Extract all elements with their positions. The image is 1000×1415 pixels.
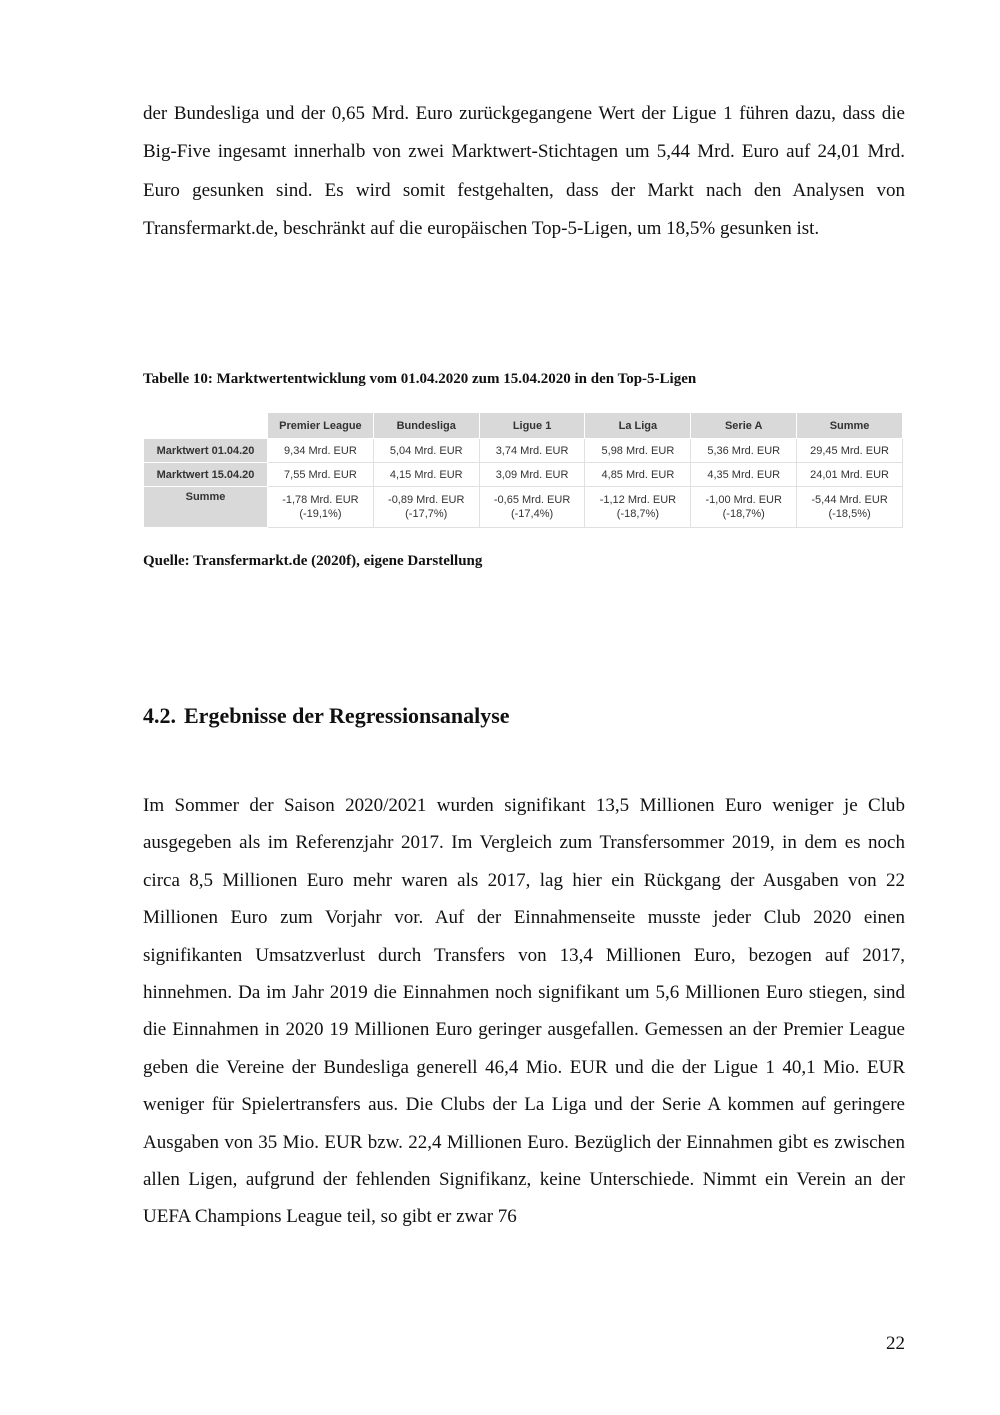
table-cell: 24,01 Mrd. EUR [797, 463, 903, 487]
table-cell [585, 487, 691, 528]
table-cell: 5,98 Mrd. EUR [585, 439, 691, 463]
table-row [144, 463, 903, 487]
table-cell: 29,45 Mrd. EUR [797, 439, 903, 463]
sum-value: -5,44 Mrd. EUR [811, 494, 888, 506]
table-cell [268, 487, 374, 528]
table-cell [797, 487, 903, 528]
intro-paragraph: der Bundesliga und der 0,65 Mrd. Euro zurückgegangene Wert der Ligue 1 führen dazu, dass die Big-Five ingesamt innerhalb von zwei Marktwert-Stichtagen um 5,44 Mrd. Euro auf 24,01 Mrd. Euro gesunken sind. Es wird somit festgehalten, dass der Markt nach den Analysen von Transfermarkt.de, beschränkt auf die europäischen Top-5-Ligen, um 18,5% gesunken ist. [143, 103, 905, 240]
table-row-sum [144, 487, 903, 528]
column-header: Premier League [268, 413, 374, 439]
market-value-table [143, 412, 903, 528]
table-header-row [144, 413, 903, 439]
page-number: 22 [886, 1333, 905, 1354]
table-cell: 7,55 Mrd. EUR [268, 463, 374, 487]
sum-percent: (-18,5%) [828, 508, 871, 520]
sum-value: -1,12 Mrd. EUR [599, 494, 677, 506]
table-cell: 5,04 Mrd. EUR [373, 439, 479, 463]
section-title: Ergebnisse der Regressionsanalyse [184, 703, 510, 728]
section-heading [143, 703, 510, 729]
table-source: Quelle: Transfermarkt.de (2020f), eigene Darstellung [143, 553, 483, 569]
table-corner-cell [144, 413, 268, 439]
sum-percent: (-18,7%) [722, 508, 765, 520]
table-row [144, 439, 903, 463]
body-paragraph: Im Sommer der Saison 2020/2021 wurden signifikant 13,5 Millionen Euro weniger je Club ausgegeben als im Referenzjahr 2017. Im Vergleich zum Transfersommer 2019, in dem es noch circa 8,5 Millionen Euro mehr waren als 2017, lag hier ein Rückgang der Ausgaben von 22 Millionen Euro zum Vorjahr vor. Auf der Einnahmenseite musste jeder Club 2020 einen signifikanten Umsatzverlust durch Transfers von 13,4 Millionen Euro, bezogen auf 2017, hinnehmen. Da im Jahr 2019 die Einnahmen noch signifikant um 5,6 Millionen Euro stiegen, sind die Einnahmen in 2020 19 Millionen Euro geringer ausgefallen. Gemessen an der Premier League geben die Vereine der Bundesliga generell 46,4 Mio. EUR und die der Ligue 1 40,1 Mio. EUR weniger für Spielertransfers aus. Die Clubs der La Liga und der Serie A kommen auf geringere Ausgaben von 35 Mio. EUR bzw. 22,4 Millionen Euro. Bezüglich der Einnahmen gibt es zwischen allen Ligen, aufgrund der fehlenden Signifikanz, keine Unterschiede. Nimmt ein Verein an der UEFA Champions League teil, so gibt er zwar 76 [143, 795, 905, 1228]
table-caption: Tabelle 10: Marktwertentwicklung vom 01.04.2020 zum 15.04.2020 in den Top-5-Ligen [143, 371, 697, 387]
column-header: La Liga [585, 413, 691, 439]
sum-percent: (-19,1%) [299, 508, 342, 520]
table-cell: 4,85 Mrd. EUR [585, 463, 691, 487]
sum-value: -0,65 Mrd. EUR [493, 494, 571, 506]
sum-percent: (-17,4%) [510, 508, 554, 520]
column-header: Bundesliga [373, 413, 479, 439]
column-header: Summe [797, 413, 903, 439]
row-label: Marktwert 15.04.20 [144, 463, 268, 487]
sum-percent: (-18,7%) [616, 508, 659, 520]
sum-value: -1,00 Mrd. EUR [705, 494, 782, 506]
table-cell: 4,15 Mrd. EUR [373, 463, 479, 487]
table-cell [691, 487, 797, 528]
table-cell [373, 487, 479, 528]
row-label: Marktwert 01.04.20 [144, 439, 268, 463]
table-cell [479, 487, 585, 528]
sum-percent: (-17,7%) [405, 508, 448, 520]
row-label: Summe [144, 487, 268, 528]
table-cell: 5,36 Mrd. EUR [691, 439, 797, 463]
column-header: Serie A [691, 413, 797, 439]
table-cell: 9,34 Mrd. EUR [268, 439, 374, 463]
table-cell: 4,35 Mrd. EUR [691, 463, 797, 487]
section-number: 4.2. [143, 703, 176, 728]
table-cell: 3,74 Mrd. EUR [479, 439, 585, 463]
sum-value: -0,89 Mrd. EUR [388, 494, 465, 506]
column-header: Ligue 1 [479, 413, 585, 439]
sum-value: -1,78 Mrd. EUR [282, 494, 359, 506]
table-cell: 3,09 Mrd. EUR [479, 463, 585, 487]
